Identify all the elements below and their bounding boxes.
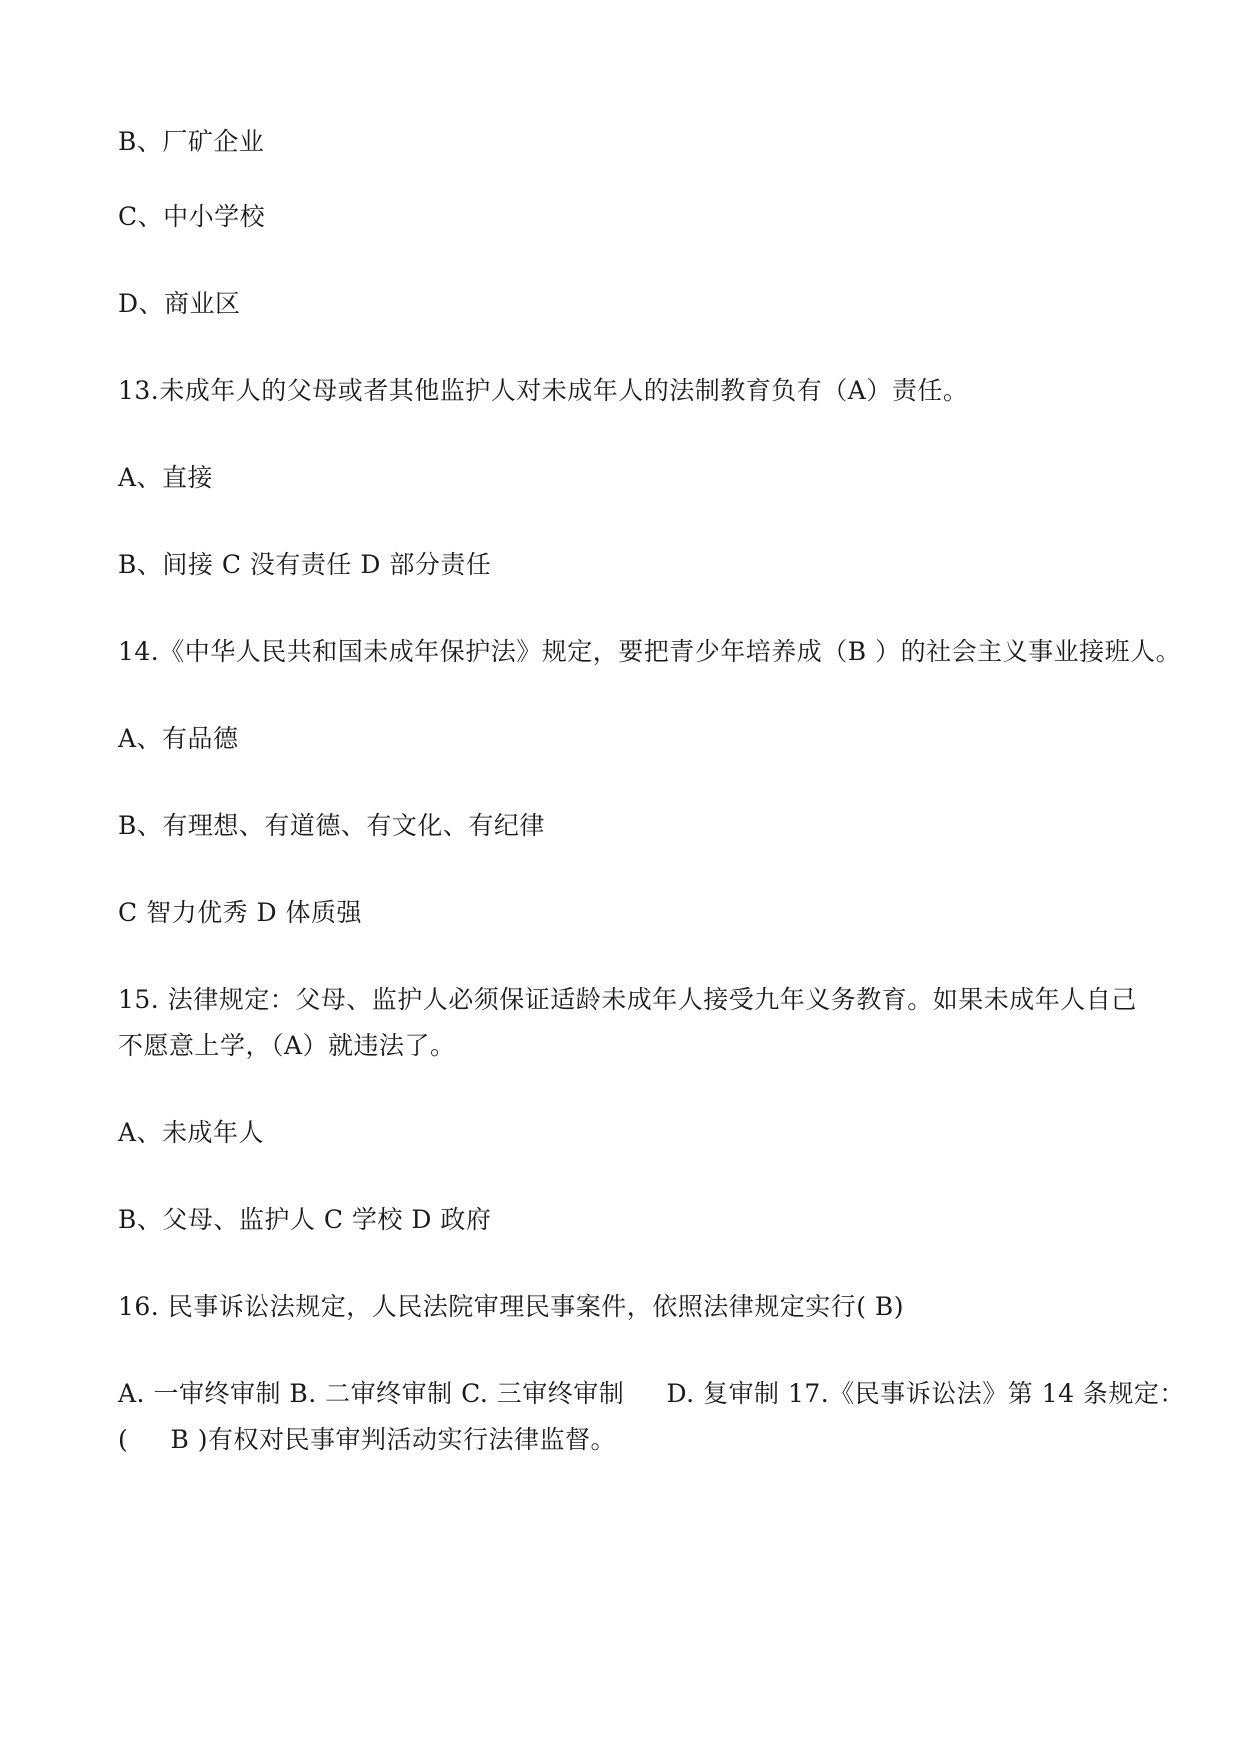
question-15-line-2: 不愿意上学，（A）就违法了。 (118, 1031, 456, 1060)
option-14cd: C 智力优秀 D 体质强 (118, 898, 363, 927)
question-14: 14.《中华人民共和国未成年保护法》规定，要把青少年培养成（B ）的社会主义事业接班人。 (118, 637, 1182, 666)
option-15a: A、未成年人 (118, 1118, 265, 1147)
question-16: 16. 民事诉讼法规定，人民法院审理民事案件，依照法律规定实行( B) (118, 1292, 905, 1321)
option-12b: B、厂矿企业 (118, 127, 265, 156)
option-14a: A、有品德 (118, 724, 239, 753)
option-15bcd: B、父母、监护人 C 学校 D 政府 (118, 1205, 492, 1234)
option-13a: A、直接 (118, 463, 214, 492)
option-12d: D、商业区 (118, 289, 241, 318)
option-14b: B、有理想、有道德、有文化、有纪律 (118, 811, 545, 840)
options-16-and-question-17: A. 一审终审制 B. 二审终审制 C. 三审终审制 D. 复审制 17.《民事诉讼法》第 14 条规定： (118, 1379, 1185, 1408)
question-13: 13.未成年人的父母或者其他监护人对未成年人的法制教育负有（A）责任。 (118, 376, 969, 405)
question-17-continuation: ( B )有权对民事审判活动实行法律监督。 (118, 1425, 617, 1454)
option-12c: C、中小学校 (118, 202, 266, 231)
question-15-line-1: 15. 法律规定：父母、监护人必须保证适龄未成年人接受九年义务教育。如果未成年人自己 (118, 985, 1137, 1014)
option-13bcd: B、间接 C 没有责任 D 部分责任 (118, 550, 492, 579)
